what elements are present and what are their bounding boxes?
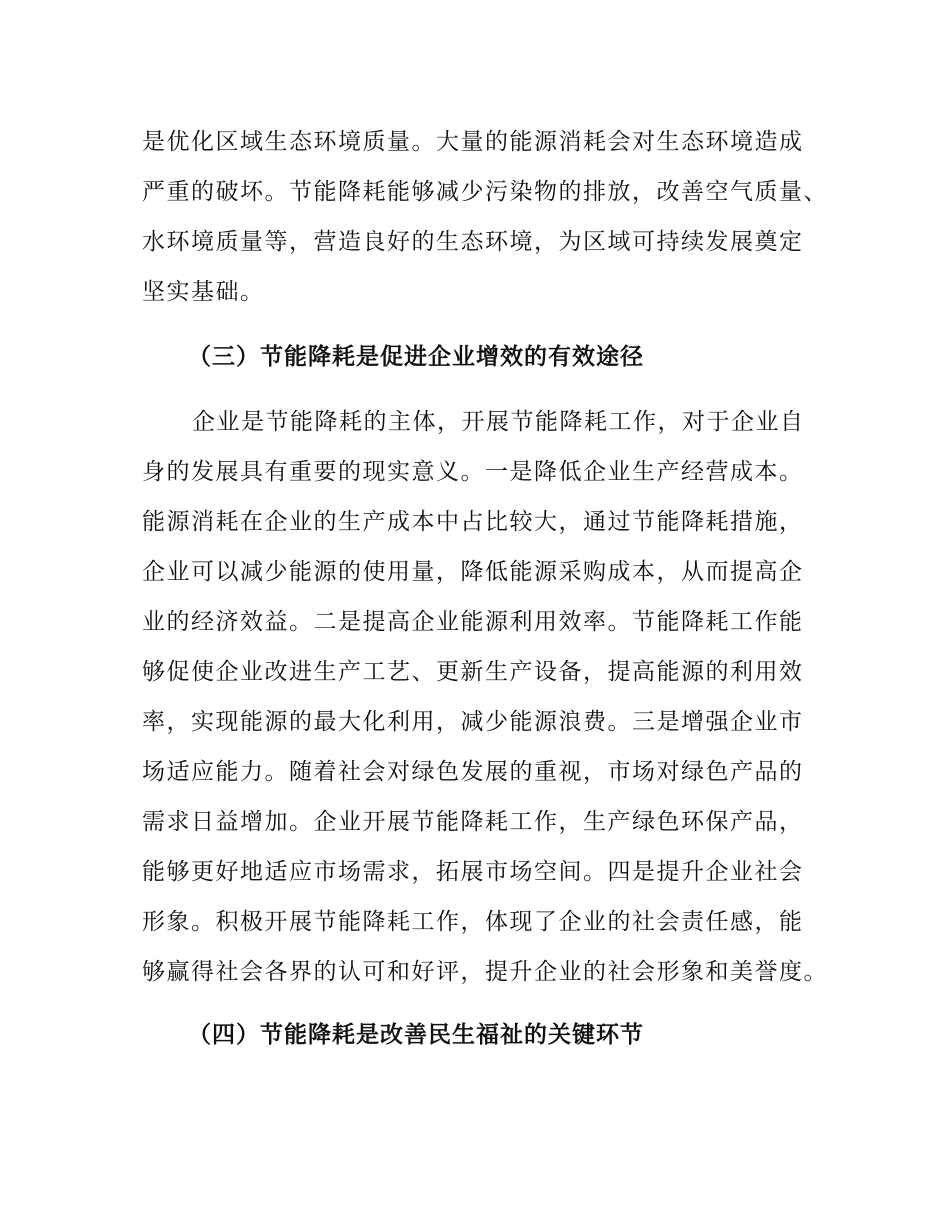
paragraph-line: 严重的破坏。节能降耗能够减少污染物的排放，改善空气质量、	[142, 179, 828, 205]
paragraph-line: 场适应能力。随着社会对绿色发展的重视，市场对绿色产品的	[142, 759, 804, 785]
paragraph-line: 率，实现能源的最大化利用，减少能源浪费。三是增强企业市	[142, 709, 804, 735]
paragraph-line: 需求日益增加。企业开展节能降耗工作，生产绿色环保产品，	[142, 809, 804, 835]
paragraph-line: 是优化区域生态环境质量。大量的能源消耗会对生态环境造成	[142, 129, 804, 155]
paragraph-line: 企业可以减少能源的使用量，降低能源采购成本，从而提高企	[142, 559, 804, 585]
paragraph-line: 身的发展具有重要的现实意义。一是降低企业生产经营成本。	[142, 459, 804, 485]
paragraph-line: 够促使企业改进生产工艺、更新生产设备，提高能源的利用效	[142, 659, 804, 685]
paragraph-line: 能源消耗在企业的生产成本中占比较大，通过节能降耗措施，	[142, 509, 804, 535]
paragraph-line: 能够更好地适应市场需求，拓展市场空间。四是提升企业社会	[142, 859, 804, 885]
paragraph-line: 业的经济效益。二是提高企业能源利用效率。节能降耗工作能	[142, 609, 804, 635]
section-heading-4: （四）节能降耗是改善民生福祉的关键环节	[188, 1022, 644, 1048]
paragraph-line: 企业是节能降耗的主体，开展节能降耗工作，对于企业自	[192, 409, 805, 435]
paragraph-line: 够赢得社会各界的认可和好评，提升企业的社会形象和美誉度。	[142, 959, 828, 985]
section-heading-3: （三）节能降耗是促进企业增效的有效途径	[188, 344, 644, 370]
paragraph-line: 形象。积极开展节能降耗工作，体现了企业的社会责任感，能	[142, 909, 804, 935]
paragraph-line: 水环境质量等，营造良好的生态环境，为区域可持续发展奠定	[142, 229, 804, 255]
paragraph-line: 坚实基础。	[142, 279, 265, 305]
